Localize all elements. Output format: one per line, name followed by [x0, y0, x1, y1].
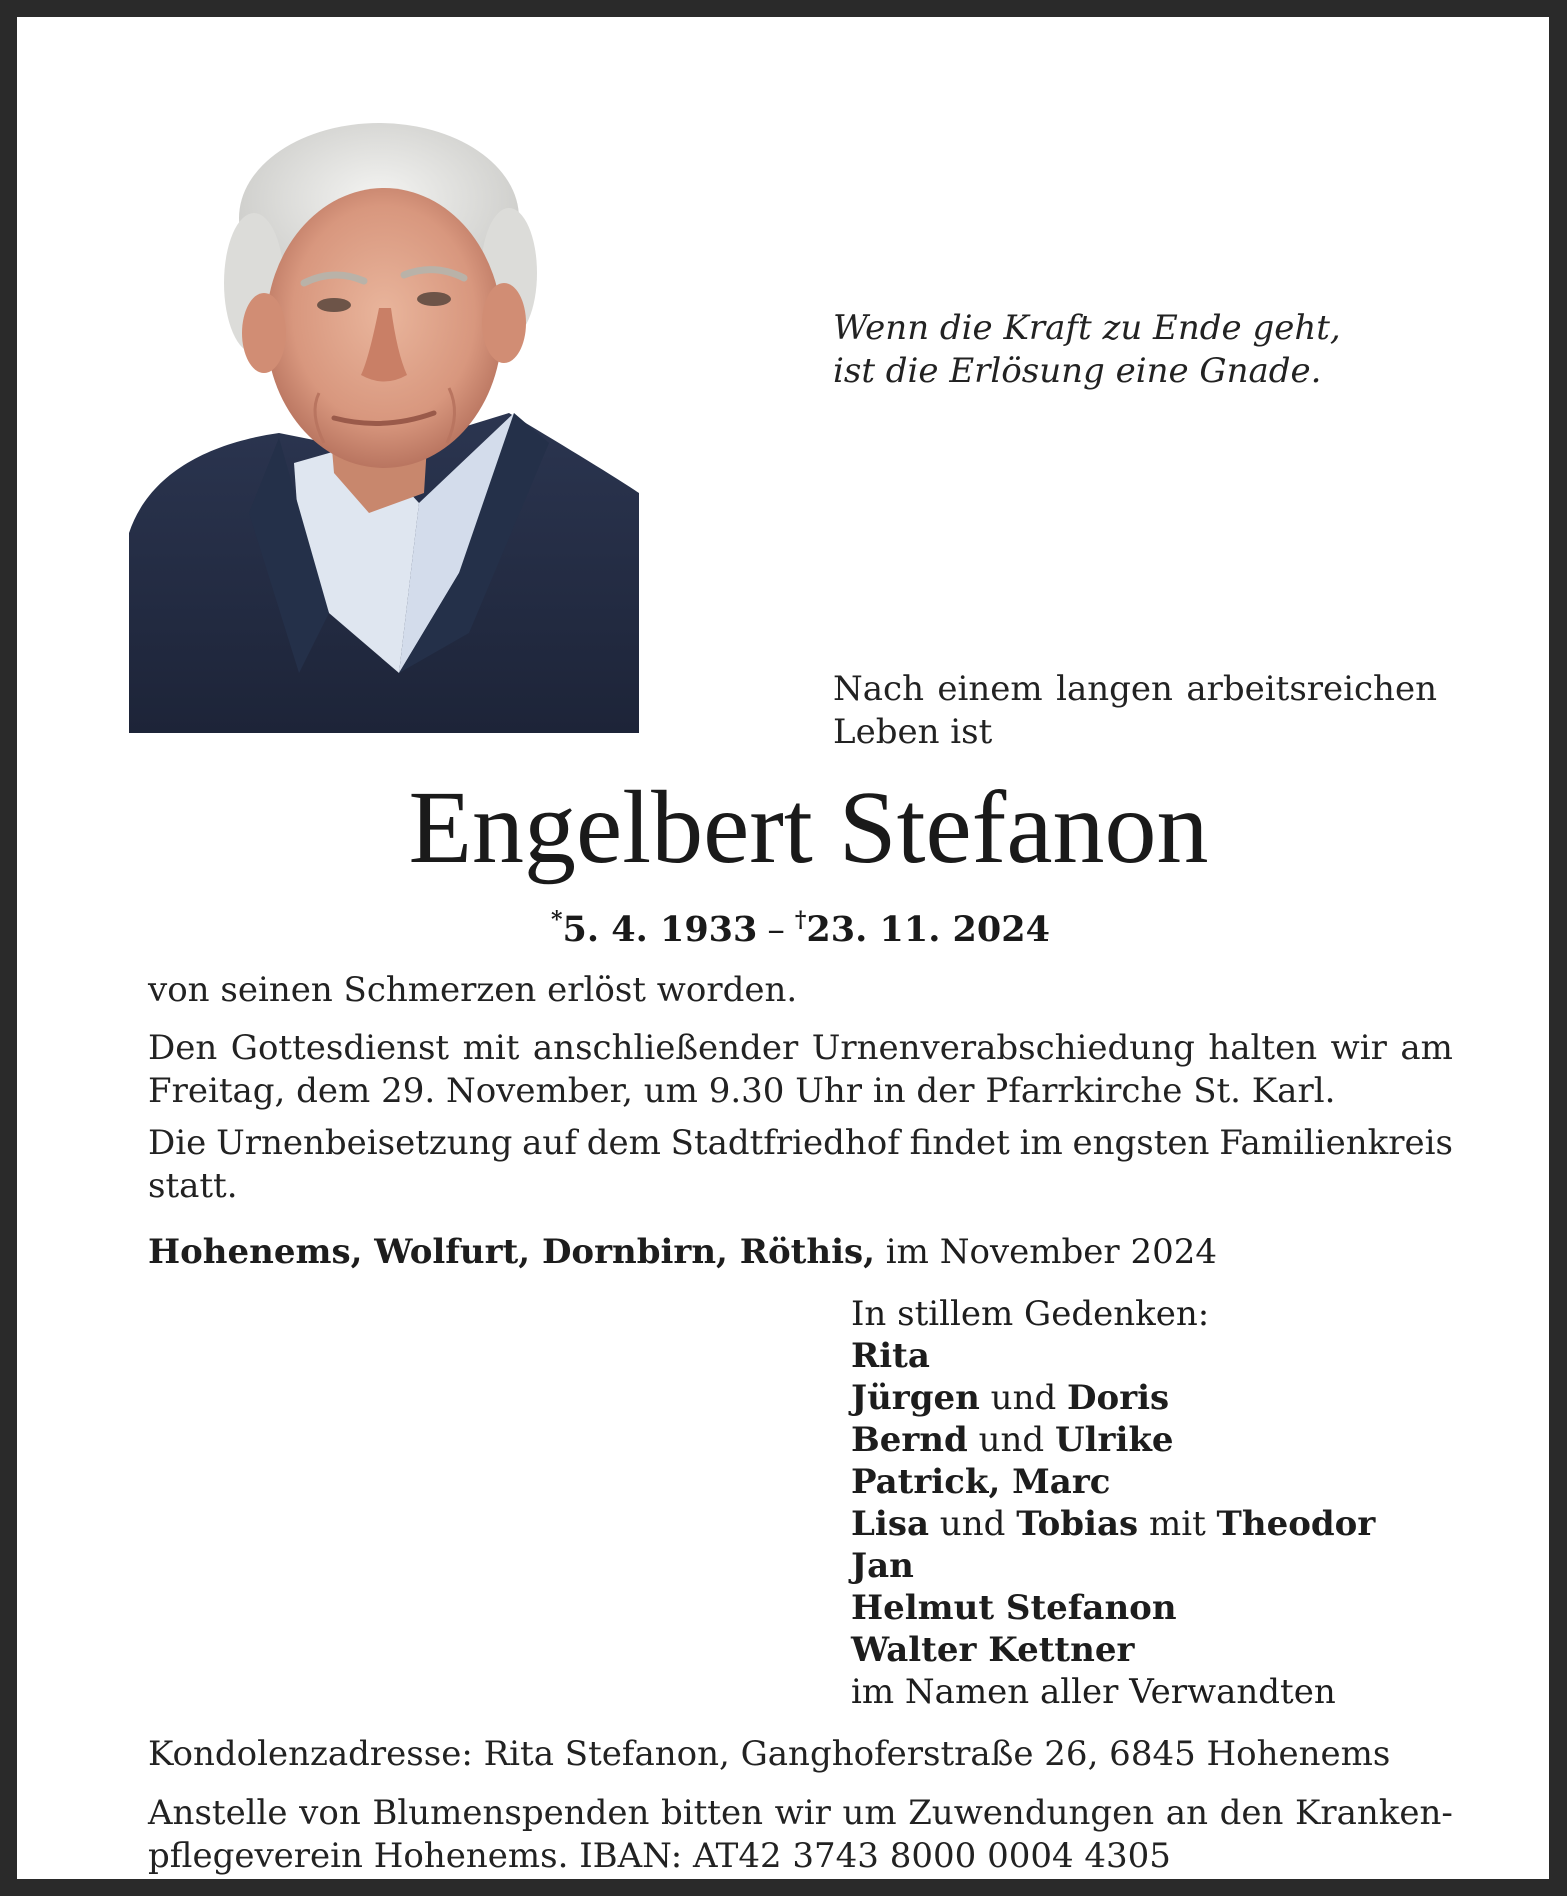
donation-note [148, 1792, 1453, 1878]
mourner-name: Helmut Stefanon [851, 1588, 1177, 1628]
text-word: wir [774, 1793, 831, 1833]
mourner-row [851, 1377, 1375, 1419]
mourner-name: Jan [851, 1546, 914, 1586]
text-word: Zuwendungen [908, 1793, 1155, 1833]
mourner-row [851, 1503, 1375, 1545]
paragraph-3-line-2: statt. [148, 1166, 238, 1206]
death-symbol: † [794, 907, 807, 933]
intro-word: langen [1056, 669, 1173, 709]
intro-text [833, 668, 1437, 754]
text-word: Den [148, 1028, 218, 1068]
mourner-row [851, 1629, 1375, 1671]
text-paragraph-2 [148, 1027, 1453, 1113]
motto-quote [833, 307, 1341, 393]
motto-line-2: ist die Erlösung eine Gnade. [833, 351, 1322, 391]
text-word: im [1019, 1123, 1063, 1163]
mourner-connector: und [929, 1504, 1017, 1544]
birth-date: 5. 4. 1933 [562, 909, 758, 950]
mourner-connector: und [967, 1420, 1055, 1460]
paragraph-2-line-2: Freitag, dem 29. November, um 9.30 Uhr in der Pfarrkirche St. Karl. [148, 1071, 1336, 1111]
mourner-name: Lisa [851, 1504, 929, 1544]
text-word: bitten [661, 1793, 763, 1833]
intro-line-1 [833, 668, 1437, 711]
deceased-name: Engelbert Stefanon [408, 770, 1209, 885]
text-word: Kranken- [1294, 1793, 1453, 1833]
text-word: auf [522, 1123, 577, 1163]
text-word: von [299, 1793, 361, 1833]
birth-symbol: * [551, 907, 563, 933]
mourner-name: Rita [851, 1336, 930, 1376]
obituary-page [17, 17, 1549, 1879]
text-word: Anstelle [148, 1793, 288, 1833]
mourner-name: Walter Kettner [851, 1630, 1135, 1670]
text-word: um [842, 1793, 897, 1833]
text-word: wir [1330, 1028, 1387, 1068]
donation-line-1 [148, 1792, 1453, 1835]
intro-word: einem [937, 669, 1043, 709]
mourner-row [851, 1419, 1375, 1461]
mourner-name: Patrick, Marc [851, 1462, 1111, 1502]
mourner-name: Bernd [851, 1420, 968, 1460]
mourner-row [851, 1335, 1375, 1377]
month-year: im November 2024 [874, 1232, 1217, 1272]
intro-word: arbeitsreichen [1186, 669, 1437, 709]
text-word: findet [909, 1123, 1010, 1163]
mourner-name: Ulrike [1054, 1420, 1174, 1460]
text-word: mit [462, 1028, 520, 1068]
mourners-list [851, 1293, 1375, 1713]
condolence-address: Kondolenzadresse: Rita Stefanon, Ganghoferstraße 26, 6845 Hohenems [148, 1734, 1391, 1774]
mourner-connector: und [979, 1378, 1068, 1418]
text-word: Stadtfriedhof [670, 1123, 900, 1163]
text-word: Familienkreis [1219, 1123, 1453, 1163]
motto-line-1: Wenn die Kraft zu Ende geht, [833, 308, 1341, 348]
paragraph-3-line-1 [148, 1122, 1453, 1165]
date-dash: – [767, 910, 785, 950]
text-paragraph-1: von seinen Schmerzen erlöst worden. [148, 970, 798, 1010]
text-word: an [1165, 1793, 1208, 1833]
text-word: halten [1208, 1028, 1318, 1068]
mourner-row [851, 1545, 1375, 1587]
donation-line-2: pflegeverein Hohenems. IBAN: AT42 3743 8000 0004 4305 [148, 1836, 1171, 1876]
mourner-name: Doris [1067, 1378, 1170, 1418]
intro-word: Nach [833, 669, 924, 709]
text-word: Die [148, 1123, 207, 1163]
mourner-row [851, 1587, 1375, 1629]
mourners-heading: In stillem Gedenken: [851, 1294, 1210, 1334]
mourner-row [851, 1461, 1375, 1503]
intro-line-2: Leben ist [833, 712, 993, 752]
text-word: dem [586, 1123, 661, 1163]
mourners-footer: im Namen aller Verwandten [851, 1672, 1336, 1712]
text-word: engsten [1072, 1123, 1210, 1163]
portrait-photo [129, 113, 639, 733]
mourner-name: Tobias [1016, 1504, 1139, 1544]
death-date: 23. 11. 2024 [806, 909, 1050, 950]
text-word: Urnenbeisetzung [216, 1123, 513, 1163]
text-paragraph-3 [148, 1122, 1453, 1208]
text-word: anschließender [532, 1028, 799, 1068]
mourner-connector: mit [1138, 1504, 1217, 1544]
life-dates [17, 897, 1567, 953]
text-word: den [1219, 1793, 1284, 1833]
text-word: Gottesdienst [230, 1028, 450, 1068]
towns: Hohenems, Wolfurt, Dornbirn, Röthis, [148, 1232, 875, 1272]
paragraph-2-line-1 [148, 1027, 1453, 1070]
mourner-name: Jürgen [851, 1378, 980, 1418]
text-word: Urnenverabschiedung [811, 1028, 1195, 1068]
portrait-illustration [129, 113, 639, 733]
place-and-date [148, 1231, 1217, 1274]
mourner-name: Theodor [1216, 1504, 1376, 1544]
text-word: am [1400, 1028, 1453, 1068]
text-word: Blumenspenden [372, 1793, 650, 1833]
